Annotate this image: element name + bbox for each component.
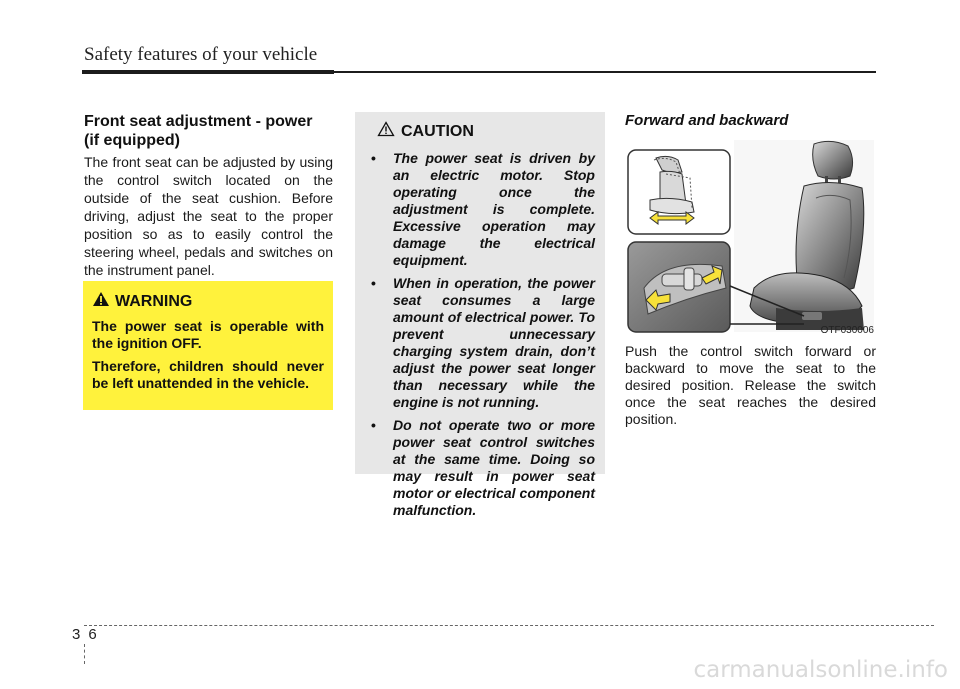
warning-paragraph-2: Therefore, children should never be left unattended in the vehicle. bbox=[92, 358, 324, 391]
warning-paragraph-1: The power seat is operable with the ignition OFF. bbox=[92, 318, 324, 351]
bullet-icon: • bbox=[371, 417, 376, 433]
warning-box bbox=[83, 281, 333, 410]
seat-photo bbox=[734, 140, 874, 332]
seat-illustration bbox=[626, 138, 876, 338]
caution-item-text: Do not operate two or more power seat control switches at the same time. Doing so may result in power seat motor or electrical component malfunction. bbox=[393, 417, 595, 518]
section-heading-line2: (if equipped) bbox=[84, 132, 180, 149]
intro-paragraph: The front seat can be adjusted by using the control switch located on the outside of the seat cushion. Before driving, adjust the seat to the proper position so as to easily control the steering wheel, pedals and switches on the instrument panel. bbox=[84, 154, 333, 278]
footer-divider bbox=[84, 625, 934, 626]
figure-code: OTF030006 bbox=[820, 325, 874, 336]
caution-item-text: When in operation, the power seat consumes a large amount of electrical power. To prevent unnecessary charging system drain, don’t adjust the power seat longer than necessary while the engine is not running. bbox=[393, 275, 595, 410]
bullet-icon: • bbox=[371, 275, 376, 291]
footer-vertical-divider bbox=[84, 644, 85, 664]
header-rule-thick bbox=[82, 70, 334, 74]
warning-triangle-icon bbox=[92, 291, 110, 312]
subsection-heading: Forward and backward bbox=[625, 112, 789, 129]
page-header-title: Safety features of your vehicle bbox=[84, 44, 318, 65]
bullet-icon: • bbox=[371, 150, 376, 166]
page-number bbox=[72, 626, 105, 643]
section-heading-line1: Front seat adjustment - power bbox=[84, 113, 313, 130]
caution-item bbox=[367, 417, 595, 519]
caution-item bbox=[367, 275, 595, 411]
caution-item bbox=[367, 150, 595, 269]
caution-item-text: The power seat is driven by an electric motor. Stop operating once the adjustment is complete. Excessive operation may damage the electrical equipment. bbox=[393, 150, 595, 268]
section-heading bbox=[84, 112, 334, 150]
chapter-number: 3 bbox=[72, 626, 89, 643]
watermark: carmanualsonline.info bbox=[693, 657, 948, 683]
seat-schematic-inset bbox=[628, 150, 730, 234]
caution-box bbox=[355, 112, 605, 518]
forward-backward-paragraph: Push the control switch forward or backward to move the seat to the desired position. Release the switch once the seat reaches the desired position. bbox=[625, 343, 876, 427]
warning-title: WARNING bbox=[115, 292, 193, 310]
caution-triangle-icon bbox=[377, 121, 395, 142]
page-index: 6 bbox=[88, 626, 105, 643]
caution-title: CAUTION bbox=[401, 122, 474, 140]
header-rule-thin bbox=[334, 71, 876, 73]
